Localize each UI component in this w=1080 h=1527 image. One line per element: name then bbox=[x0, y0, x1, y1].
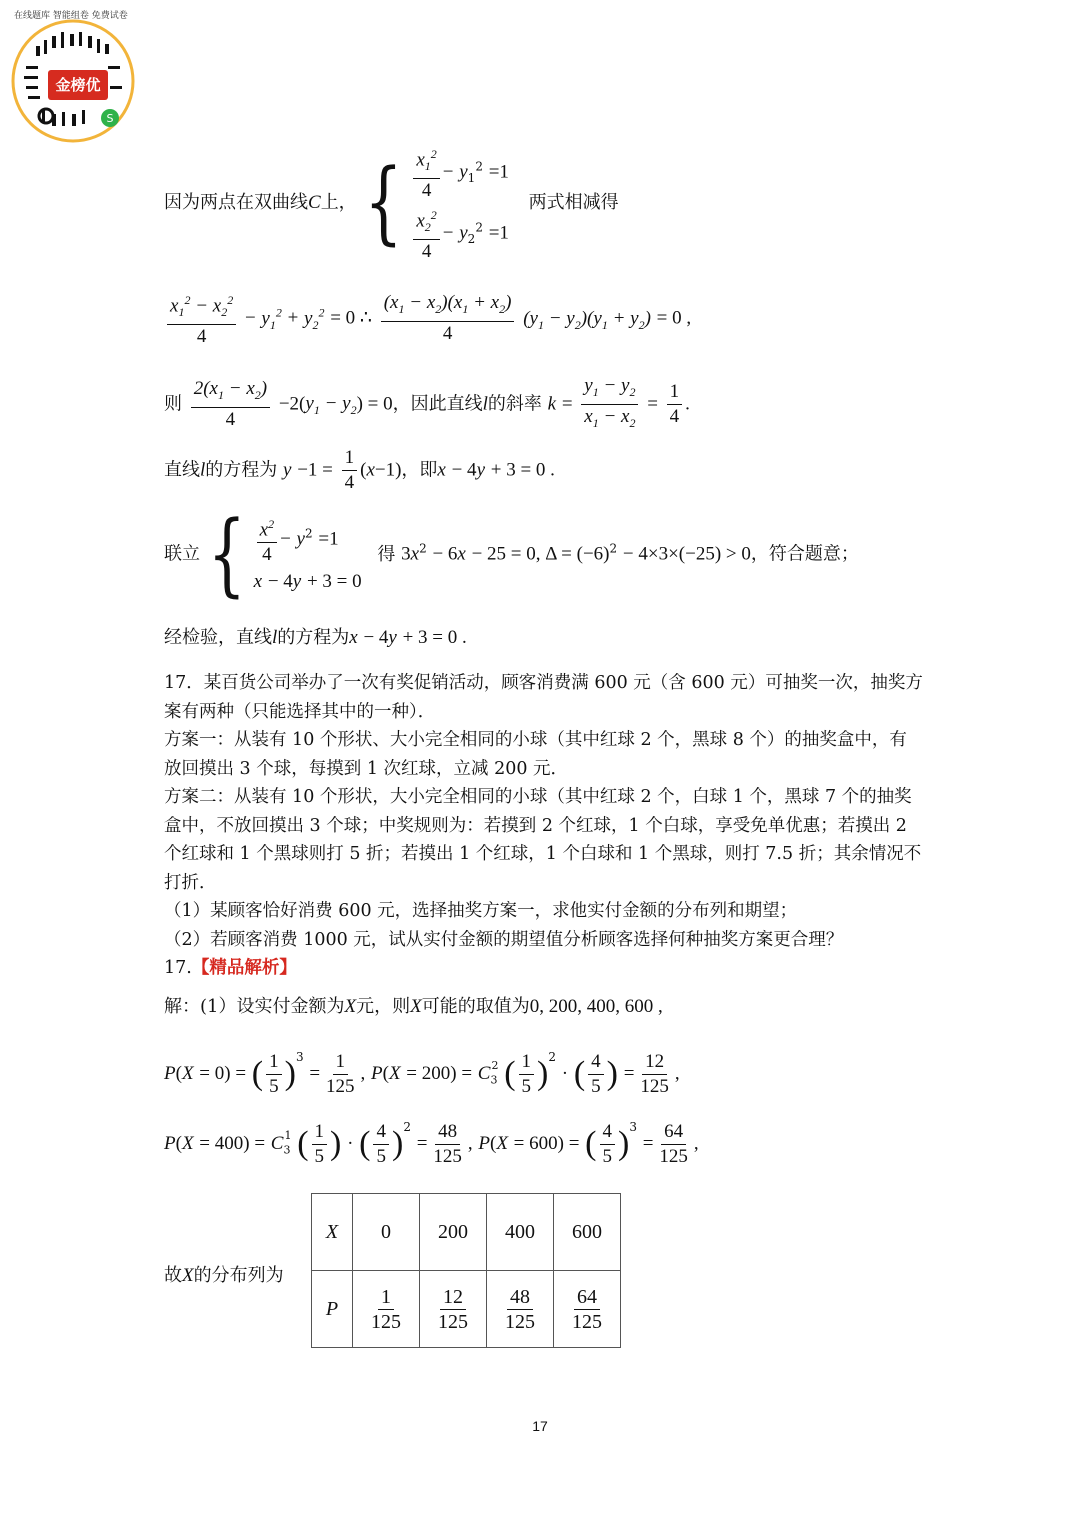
solution-number: 17. bbox=[164, 958, 192, 978]
solution-tag: 【精品解析】 bbox=[191, 958, 297, 978]
symbol-l: l bbox=[272, 627, 278, 648]
values: 0, 200, 400, 600 , bbox=[529, 996, 663, 1017]
text: 经检验，直线 bbox=[164, 627, 272, 648]
table-cell: 200 bbox=[420, 1194, 487, 1271]
logo-brand-text: 金榜优 bbox=[48, 70, 108, 100]
text: 元，则 bbox=[356, 996, 411, 1017]
text: 可能的取值为 bbox=[421, 996, 530, 1017]
text: 则 bbox=[164, 393, 182, 415]
text: 故 bbox=[164, 1265, 182, 1286]
logo bbox=[6, 6, 140, 144]
table-head-x: X bbox=[312, 1194, 353, 1271]
text: 解：(1）设实付金额为 bbox=[164, 996, 345, 1017]
numerator: 64 bbox=[574, 1285, 600, 1310]
text: 因为两点在双曲线 bbox=[164, 192, 308, 214]
text: ，即 bbox=[401, 459, 438, 481]
question-1: （1）某顾客恰好消费 600 元，选择抽奖方案一，求他实付金额的分布列和期望； bbox=[164, 901, 798, 921]
text: 的分布列为 bbox=[193, 1265, 284, 1286]
text: 两式相减得 bbox=[528, 192, 619, 214]
eq-2: $\frac{x_2^2}{4}$ − $y_2^2 =1$ bbox=[410, 203, 509, 264]
solution-header bbox=[164, 954, 924, 983]
distribution-label: 故X的分布列为 bbox=[164, 1265, 284, 1286]
text: 的方程为 bbox=[205, 459, 278, 481]
line-equation: 直线l的方程为 y −1 = $\frac{1}{4}$ (x−1)，即x − 4y + 3 = 0 . bbox=[164, 447, 555, 493]
denominator: 125 bbox=[572, 1310, 602, 1333]
table-row-p bbox=[312, 1271, 621, 1348]
line-combined: 联立 { $\frac{x^2}{4}$ − $y^2 =1$ x − 4y + 3 = 0 得 $3x^2 - 6x - 25 = 0$, $\Delta = (-6)^2 - 4\times 3\times(-25) > 0$，符合题意； bbox=[164, 502, 859, 608]
table-cell bbox=[353, 1271, 420, 1348]
left-brace: { bbox=[207, 502, 246, 608]
page-number: 17 bbox=[532, 1418, 548, 1434]
text: 直线 bbox=[164, 459, 200, 481]
eq-1: $\frac{x_1^2}{4}$ − $y_1^2 =1$ bbox=[410, 142, 509, 203]
symbol-X: X bbox=[344, 996, 357, 1017]
scheme-one: 方案一：从装有 10 个形状、大小完全相同的小球（其中红球 2 个，黑球 8 个）的抽奖盒中，有放回摸出 3 个球，每摸到 1 次红球，立减 200 元． bbox=[164, 730, 907, 779]
table-cell bbox=[420, 1271, 487, 1348]
text: 上， bbox=[320, 192, 357, 214]
distribution-table bbox=[311, 1193, 621, 1348]
problem-text: 17．某百货公司举办了一次有奖促销活动，顾客消费满 600 元（含 600 元）可抽奖一次，抽奖方案有两种（只能选择其中的一种）． bbox=[164, 673, 923, 722]
symbol-l: l bbox=[200, 459, 206, 481]
denominator: 125 bbox=[371, 1310, 401, 1333]
problem-17 bbox=[164, 669, 924, 983]
table-row-x bbox=[312, 1194, 621, 1271]
table-head-p: P bbox=[312, 1271, 353, 1348]
text: 得 bbox=[377, 543, 396, 565]
text: ，因此直线 bbox=[392, 393, 483, 415]
line-difference: $\frac{x_1^2 - x_2^2}{4}$ − $y_1^2 + y_2^2 = 0$ ∴ $\frac{(x_1 - x_2)(x_1 + x_2)}{4}$ $(y_1 - y_2)(y_1 + y_2) = 0$ , bbox=[164, 288, 691, 349]
text: 联立 bbox=[164, 543, 200, 565]
text: 的方程为 bbox=[277, 627, 350, 648]
line-system-subtract bbox=[164, 142, 619, 264]
table-cell: 600 bbox=[554, 1194, 621, 1271]
equation-system bbox=[410, 142, 509, 264]
table-cell: 0 bbox=[353, 1194, 420, 1271]
table-cell bbox=[554, 1271, 621, 1348]
probabilities-line-1: P(X = 0) = ( $\frac{1}{5}$ )$^3$ = $\frac{1}{125}$ , $P(X = 200) = C_3^2$ ( $\frac{1}{5}$ )$^2$ · ( $\frac{4}{5}$ ) = $\frac{12}{125}$ , bbox=[164, 1050, 680, 1097]
denominator: 125 bbox=[438, 1310, 468, 1333]
line-slope: 则 $\frac{2(x_1 - x_2)}{4}$ $-2(y_1 - y_2) = 0$，因此直线l的斜率 k = $\frac{y_1 - y_2}{x_1 - x_2}$ = $\frac{1}{4}$ . bbox=[164, 375, 690, 430]
symbol-C: C bbox=[308, 192, 321, 214]
table-cell: 400 bbox=[487, 1194, 554, 1271]
equation-system: $\frac{x^2}{4}$ − $y^2 =1$ x − 4y + 3 = 0 bbox=[254, 512, 362, 597]
svg-text:S: S bbox=[106, 112, 114, 125]
numerator: 48 bbox=[507, 1285, 533, 1310]
text: ，符合题意； bbox=[750, 543, 859, 565]
scheme-two: 方案二：从装有 10 个形状，大小完全相同的小球（其中红球 2 个，白球 1 个，黑球 7 个的抽奖盒中，不放回摸出 3 个球；中奖规则为：若摸到 2 个红球，1 个白球，享受免单优惠；若摸出 2 个红球和 1 个黑球则打 5 折；若摸出 1 个红球，1 个白球和 1 个黑球，则打 7.5 折；其余情况不打折． bbox=[164, 787, 922, 893]
table-cell bbox=[487, 1271, 554, 1348]
numerator: 1 bbox=[378, 1285, 394, 1310]
left-brace: { bbox=[364, 150, 403, 256]
symbol-l: l bbox=[482, 393, 488, 415]
probabilities-line-2: $P(X = 400) = C_3^1$ ( $\frac{1}{5}$ ) · ( $\frac{4}{5}$ )$^2$ = $\frac{48}{125}$ , P(X = 600) = ( $\frac{4}{5}$ )$^3$ = $\frac{64}{125}$ , bbox=[164, 1120, 699, 1167]
solution-intro: 解：(1）设实付金额为X元，则X可能的取值为0, 200, 400, 600 , bbox=[164, 996, 663, 1017]
line-conclusion: 经检验，直线l的方程为x − 4y + 3 = 0 . bbox=[164, 627, 467, 648]
logo-ring-text: 在线题库 智能组卷 免费试卷 bbox=[14, 11, 128, 21]
numerator: 12 bbox=[440, 1285, 466, 1310]
text: 的斜率 bbox=[487, 393, 542, 415]
denominator: 125 bbox=[505, 1310, 535, 1333]
question-2: （2）若顾客消费 1000 元，试从实付金额的期望值分析顾客选择何种抽奖方案更合理？ bbox=[164, 929, 844, 950]
